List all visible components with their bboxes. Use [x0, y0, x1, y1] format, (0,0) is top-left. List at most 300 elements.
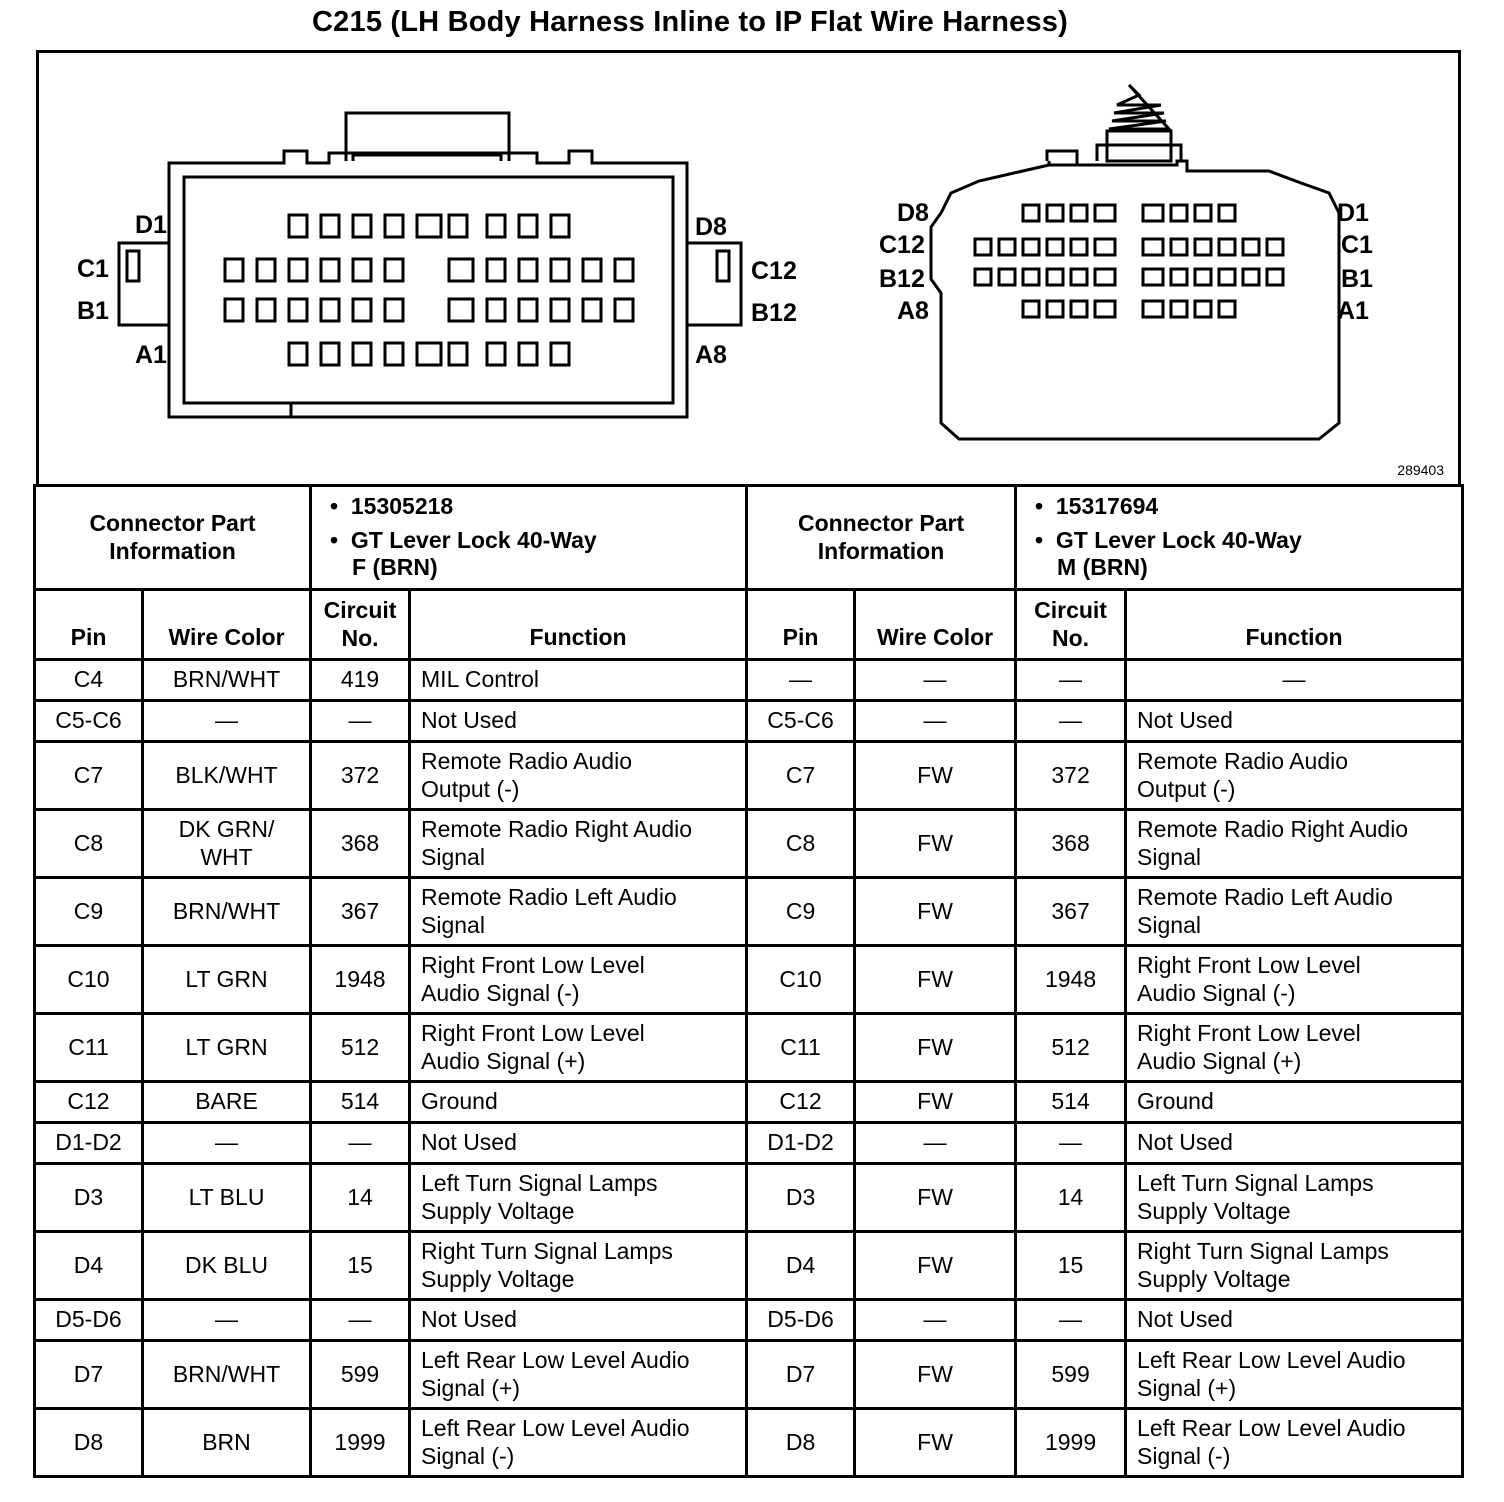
connector-figure: [36, 50, 1461, 484]
cell-text-line: Remote Radio Audio: [1137, 747, 1349, 774]
terminal-cavity: [551, 259, 569, 281]
terminal-cavity: [1219, 239, 1235, 255]
terminal-cavity: [353, 215, 371, 237]
terminal-cavity: [1195, 239, 1211, 255]
function-cell: [1126, 742, 1463, 810]
cell-text-line: Signal: [421, 911, 485, 938]
pin-cell: [747, 1082, 855, 1123]
cell-text-line: Remote Radio Left Audio: [1137, 883, 1393, 910]
terminal-cavity: [1219, 301, 1235, 317]
circuit-cell: [1016, 1409, 1126, 1477]
cell-text-line: 372: [340, 761, 380, 788]
cell-text-line: FW: [917, 1183, 953, 1210]
terminal-cavity: [321, 299, 339, 321]
terminal-cavity: [449, 215, 467, 237]
terminal-cavity: [321, 343, 339, 365]
pin-cell: [35, 742, 143, 810]
cell-text-line: D1-D2: [55, 1129, 122, 1156]
right-label-b1: B1: [1341, 265, 1373, 293]
terminal-cavity: [1023, 205, 1039, 221]
terminal-cavity: [1023, 269, 1039, 285]
wire-color-cell: [855, 1409, 1016, 1477]
cell-text-line: Signal: [1137, 911, 1201, 938]
cell-text-line: Left Turn Signal Lamps: [1137, 1169, 1374, 1196]
cell-text-line: —: [923, 707, 947, 734]
cell-text-line: Output (-): [1137, 775, 1236, 802]
terminal-cavity: [1023, 239, 1039, 255]
circuit-cell: [311, 1409, 410, 1477]
terminal-cavity: [519, 259, 537, 281]
cell-text-line: Remote Radio Right Audio: [1137, 815, 1409, 842]
terminal-cavity: [321, 259, 339, 281]
cell-text-line: C5-C6: [767, 707, 834, 734]
wire-color-cell: [855, 878, 1016, 946]
cell-text-line: D4: [73, 1251, 104, 1278]
pin-cell: [747, 1123, 855, 1164]
table-row: [35, 1409, 1463, 1477]
cell-text-line: D5-D6: [767, 1306, 834, 1333]
terminal-cavity: [289, 343, 307, 365]
pin-cell: [747, 742, 855, 810]
pin-cell: [35, 1082, 143, 1123]
cell-text-line: Signal (-): [1137, 1442, 1231, 1469]
wire-color-cell: [143, 1341, 311, 1409]
right-label-a8: A8: [897, 297, 929, 325]
cell-text-line: C8: [785, 829, 816, 856]
pin-cell: [747, 1164, 855, 1232]
terminal-cavity: [1047, 205, 1063, 221]
cell-text-line: Not Used: [1137, 1306, 1233, 1333]
right-label-b12: B12: [879, 265, 925, 293]
cell-text-line: —: [1059, 666, 1083, 693]
terminal-cavity: [1071, 301, 1087, 317]
cell-text-line: —: [215, 1129, 238, 1156]
cell-text-line: Signal (+): [421, 1374, 521, 1401]
cell-text-line: 372: [1051, 761, 1090, 788]
circuit-cell: [1016, 946, 1126, 1014]
terminal-cavity: [225, 299, 243, 321]
cell-text-line: FW: [917, 1428, 953, 1455]
wire-color-cell: [855, 1123, 1016, 1164]
cell-text-line: C9: [785, 897, 816, 924]
function-cell: [1126, 1014, 1463, 1082]
terminal-cavity: [519, 343, 537, 365]
cell-text-line: 419: [340, 666, 380, 693]
function-cell: [410, 946, 747, 1014]
left-label-d8: D8: [695, 213, 727, 241]
pin-cell: [747, 660, 855, 701]
terminal-cavity: [1171, 301, 1187, 317]
function-cell: [1126, 878, 1463, 946]
terminal-cavity: [551, 299, 569, 321]
cell-text-line: Left Rear Low Level Audio: [421, 1414, 690, 1441]
cell-text-line: FW: [917, 897, 953, 924]
right-label-d8: D8: [897, 199, 929, 227]
wire-color-cell: [143, 1164, 311, 1232]
function-cell: [1126, 660, 1463, 701]
circuit-cell: [311, 1164, 410, 1232]
terminal-cavity: [385, 299, 403, 321]
function-cell: [410, 701, 747, 742]
terminal-cavity: [551, 215, 569, 237]
cell-text-line: Not Used: [1137, 707, 1233, 734]
header-function: Function: [1126, 590, 1463, 660]
cell-text-line: C7: [73, 761, 104, 788]
function-cell: [1126, 701, 1463, 742]
cell-text-line: DK BLU: [184, 1251, 269, 1278]
circuit-cell: [311, 701, 410, 742]
terminal-cavity: [353, 259, 371, 281]
cell-text-line: WHT: [200, 843, 253, 870]
cell-text-line: Remote Radio Left Audio: [421, 883, 677, 910]
cell-text-line: 1999: [334, 1428, 386, 1455]
terminal-cavity: [487, 343, 505, 365]
pin-cell: [35, 1409, 143, 1477]
cell-text-line: Output (-): [421, 775, 520, 802]
cell-text-line: FW: [917, 829, 953, 856]
cell-text-line: FW: [917, 1088, 953, 1115]
circuit-cell: [1016, 878, 1126, 946]
cell-text-line: —: [1059, 1129, 1083, 1156]
cell-text-line: 14: [347, 1183, 373, 1210]
cell-text-line: —: [1282, 666, 1306, 693]
wire-color-cell: [143, 1300, 311, 1341]
cell-text-line: Ground: [421, 1088, 498, 1115]
terminal-cavity: [1171, 269, 1187, 285]
cell-text-line: D5-D6: [55, 1306, 122, 1333]
cell-text-line: Signal (-): [421, 1442, 515, 1469]
cell-text-line: 599: [340, 1360, 380, 1387]
part-info-right: • 15317694 • GT Lever Lock 40-Way M (BRN): [1016, 486, 1463, 590]
terminal-cavity: [449, 299, 473, 321]
circuit-cell: [1016, 1082, 1126, 1123]
terminal-cavity: [257, 299, 275, 321]
left-connector-cavities: [225, 215, 633, 365]
cell-text-line: 599: [1051, 1360, 1090, 1387]
terminal-cavity: [1219, 205, 1235, 221]
left-label-b1: B1: [77, 297, 109, 325]
circuit-cell: [1016, 742, 1126, 810]
cell-text-line: C5-C6: [55, 707, 122, 734]
cell-text-line: C11: [780, 1033, 821, 1060]
terminal-cavity: [1195, 205, 1211, 221]
right-label-d1: D1: [1337, 199, 1369, 227]
page-title: C215 (LH Body Harness Inline to IP Flat Wire Harness): [312, 6, 1068, 38]
right-label-c1: C1: [1341, 231, 1373, 259]
cell-text-line: Remote Radio Right Audio: [421, 815, 693, 842]
right-label-c12: C12: [879, 231, 925, 259]
cell-text-line: —: [348, 707, 372, 734]
terminal-cavity: [1047, 239, 1063, 255]
wire-color-cell: [143, 810, 311, 878]
cell-text-line: 1948: [334, 965, 386, 992]
function-cell: [1126, 1232, 1463, 1300]
part-number-right: 15317694: [1055, 493, 1159, 520]
cell-text-line: 514: [1051, 1088, 1090, 1115]
cell-text-line: Audio Signal (+): [421, 1047, 586, 1074]
pin-cell: [35, 1300, 143, 1341]
cell-text-line: 512: [1051, 1033, 1090, 1060]
pin-cell: [747, 810, 855, 878]
left-connector-drawing: [119, 113, 741, 417]
terminal-cavity: [583, 259, 601, 281]
cell-text-line: Not Used: [1137, 1129, 1233, 1156]
circuit-cell: [1016, 1232, 1126, 1300]
function-cell: [1126, 1409, 1463, 1477]
circuit-cell: [311, 810, 410, 878]
table-row: [35, 878, 1463, 946]
cell-text-line: C7: [785, 761, 816, 788]
wire-color-cell: [855, 1341, 1016, 1409]
circuit-cell: [311, 1232, 410, 1300]
header-circuit: Circuit No.: [1016, 590, 1126, 660]
cell-text-line: D8: [73, 1428, 104, 1455]
circuit-cell: [1016, 810, 1126, 878]
left-label-b12: B12: [751, 299, 797, 327]
cell-text-line: D8: [785, 1428, 816, 1455]
wire-color-cell: [143, 660, 311, 701]
pin-cell: [35, 1014, 143, 1082]
cell-text-line: Right Front Low Level: [421, 951, 645, 978]
function-cell: [1126, 1300, 1463, 1341]
wire-color-cell: [855, 660, 1016, 701]
terminal-cavity: [1143, 301, 1163, 317]
cell-text-line: —: [923, 1306, 947, 1333]
terminal-cavity: [1243, 239, 1259, 255]
wire-color-cell: [855, 1014, 1016, 1082]
wire-color-cell: [143, 1123, 311, 1164]
wire-color-cell: [143, 1082, 311, 1123]
part-info-label-left: Connector Part Information: [35, 486, 311, 590]
pin-cell: [747, 1300, 855, 1341]
terminal-cavity: [999, 239, 1015, 255]
part-desc-right: GT Lever Lock 40-Way: [1055, 526, 1302, 553]
wire-color-cell: [143, 1232, 311, 1300]
cell-text-line: BRN/WHT: [172, 666, 281, 693]
table-row: [35, 1014, 1463, 1082]
right-label-a1: A1: [1337, 297, 1369, 325]
circuit-cell: [1016, 660, 1126, 701]
function-cell: [1126, 1082, 1463, 1123]
cell-text-line: —: [348, 1306, 372, 1333]
cell-text-line: Supply Voltage: [421, 1197, 575, 1224]
function-cell: [410, 1164, 747, 1232]
cell-text-line: 15: [1057, 1251, 1084, 1278]
terminal-cavity: [551, 343, 569, 365]
circuit-cell: [311, 1014, 410, 1082]
left-label-d1: D1: [135, 211, 167, 239]
cell-text-line: Right Turn Signal Lamps: [421, 1237, 673, 1264]
function-cell: [1126, 1341, 1463, 1409]
terminal-cavity: [385, 343, 403, 365]
cell-text-line: Audio Signal (+): [1137, 1047, 1302, 1074]
cell-text-line: 14: [1057, 1183, 1084, 1210]
terminal-cavity: [1171, 205, 1187, 221]
table-row: [35, 660, 1463, 701]
terminal-cavity: [1143, 205, 1163, 221]
wire-color-cell: [855, 1082, 1016, 1123]
table-row: [35, 1232, 1463, 1300]
terminal-cavity: [1219, 269, 1235, 285]
terminal-cavity: [1047, 301, 1063, 317]
header-pin: Pin: [747, 590, 855, 660]
circuit-cell: [311, 1123, 410, 1164]
cell-text-line: Signal (+): [1137, 1374, 1237, 1401]
cell-text-line: 367: [1051, 897, 1090, 924]
table-row: [35, 1300, 1463, 1341]
wire-color-cell: [143, 878, 311, 946]
terminal-cavity: [1095, 239, 1115, 255]
cell-text-line: FW: [917, 761, 953, 788]
pin-cell: [747, 1232, 855, 1300]
table-row: [35, 810, 1463, 878]
terminal-cavity: [1095, 269, 1115, 285]
figure-id: 289403: [1397, 462, 1444, 478]
pin-cell: [747, 1341, 855, 1409]
terminal-cavity: [615, 299, 633, 321]
cell-text-line: BRN/WHT: [172, 1360, 281, 1387]
terminal-cavity: [353, 343, 371, 365]
cell-text-line: Remote Radio Audio: [421, 747, 632, 774]
cell-text-line: 512: [340, 1033, 380, 1060]
cell-text-line: FW: [917, 1360, 953, 1387]
cell-text-line: C12: [67, 1088, 110, 1115]
cell-text-line: BRN/WHT: [172, 897, 281, 924]
header-circuit: Circuit No.: [311, 590, 410, 660]
pin-cell: [35, 878, 143, 946]
terminal-cavity: [583, 299, 601, 321]
wire-color-cell: [143, 1409, 311, 1477]
cell-text-line: Not Used: [421, 1306, 517, 1333]
pin-cell: [35, 810, 143, 878]
cell-text-line: FW: [917, 1033, 953, 1060]
terminal-cavity: [417, 215, 441, 237]
function-cell: [1126, 810, 1463, 878]
table-row: [35, 1082, 1463, 1123]
cell-text-line: Right Front Low Level: [1137, 951, 1361, 978]
cell-text-line: Supply Voltage: [421, 1265, 575, 1292]
cell-text-line: Not Used: [421, 1129, 517, 1156]
terminal-cavity: [321, 215, 339, 237]
wire-color-cell: [143, 742, 311, 810]
cell-text-line: BARE: [195, 1088, 258, 1115]
cell-text-line: Audio Signal (-): [1137, 979, 1296, 1006]
cell-text-line: D7: [785, 1360, 816, 1387]
wire-color-cell: [143, 701, 311, 742]
part-desc2-left: F (BRN): [352, 554, 438, 581]
part-number-left: 15305218: [350, 493, 454, 520]
part-desc-left: GT Lever Lock 40-Way: [350, 526, 597, 553]
terminal-cavity: [1171, 239, 1187, 255]
wire-color-cell: [143, 946, 311, 1014]
cell-text-line: —: [1059, 1306, 1083, 1333]
pin-cell: [35, 1164, 143, 1232]
wire-color-cell: [855, 742, 1016, 810]
cell-text-line: D1-D2: [767, 1129, 834, 1156]
cell-text-line: Left Rear Low Level Audio: [1137, 1414, 1406, 1441]
table-row: [35, 1341, 1463, 1409]
function-cell: [410, 1341, 747, 1409]
wire-color-cell: [855, 810, 1016, 878]
wire-color-cell: [855, 1164, 1016, 1232]
circuit-cell: [1016, 1164, 1126, 1232]
cell-text-line: —: [215, 1306, 238, 1333]
cell-text-line: Left Rear Low Level Audio: [421, 1346, 690, 1373]
terminal-cavity: [999, 269, 1015, 285]
terminal-cavity: [1195, 301, 1211, 317]
terminal-cavity: [289, 215, 307, 237]
terminal-cavity: [417, 343, 441, 365]
header-wire-color: Wire Color: [855, 590, 1016, 660]
terminal-cavity: [975, 239, 991, 255]
terminal-cavity: [1071, 269, 1087, 285]
cell-text-line: —: [789, 666, 813, 693]
function-cell: [410, 1123, 747, 1164]
cell-text-line: Signal: [1137, 843, 1201, 870]
circuit-cell: [311, 1082, 410, 1123]
pin-cell: [35, 1123, 143, 1164]
cell-text-line: —: [1059, 707, 1083, 734]
cell-text-line: C4: [73, 666, 104, 693]
right-connector-drawing: [931, 85, 1339, 439]
cell-text-line: C9: [73, 897, 104, 924]
cell-text-line: DK GRN/: [178, 815, 275, 842]
terminal-cavity: [1071, 239, 1087, 255]
function-cell: [410, 878, 747, 946]
cell-text-line: 1999: [1044, 1428, 1097, 1455]
cell-text-line: —: [348, 1129, 372, 1156]
terminal-cavity: [519, 215, 537, 237]
cell-text-line: C10: [779, 965, 822, 992]
terminal-cavity: [615, 259, 633, 281]
wire-color-cell: [855, 946, 1016, 1014]
circuit-cell: [1016, 1300, 1126, 1341]
table-row: [35, 701, 1463, 742]
function-cell: [410, 742, 747, 810]
terminal-cavity: [1267, 269, 1283, 285]
table-row: [35, 946, 1463, 1014]
terminal-cavity: [1095, 301, 1115, 317]
part-desc2-right: M (BRN): [1057, 554, 1148, 581]
terminal-cavity: [487, 215, 505, 237]
function-cell: [410, 1014, 747, 1082]
cell-text-line: C12: [779, 1088, 822, 1115]
left-label-c12: C12: [751, 257, 797, 285]
terminal-cavity: [519, 299, 537, 321]
circuit-cell: [311, 946, 410, 1014]
cell-text-line: Left Turn Signal Lamps: [421, 1169, 658, 1196]
cell-text-line: —: [923, 666, 947, 693]
function-cell: [410, 1082, 747, 1123]
cell-text-line: MIL Control: [421, 666, 540, 693]
cell-text-line: Right Turn Signal Lamps: [1137, 1237, 1389, 1264]
wire-color-cell: [855, 1300, 1016, 1341]
circuit-cell: [311, 742, 410, 810]
header-pin: Pin: [35, 590, 143, 660]
terminal-cavity: [353, 299, 371, 321]
terminal-cavity: [385, 259, 403, 281]
terminal-cavity: [225, 259, 243, 281]
right-connector-cavities: [975, 205, 1283, 317]
terminal-cavity: [1047, 269, 1063, 285]
terminal-cavity: [1143, 269, 1163, 285]
cell-text-line: FW: [917, 1251, 953, 1278]
cell-text-line: Signal: [421, 843, 485, 870]
part-info-label-right: Connector Part Information: [747, 486, 1016, 590]
terminal-cavity: [1243, 269, 1259, 285]
circuit-cell: [1016, 1123, 1126, 1164]
cell-text-line: Supply Voltage: [1137, 1197, 1291, 1224]
